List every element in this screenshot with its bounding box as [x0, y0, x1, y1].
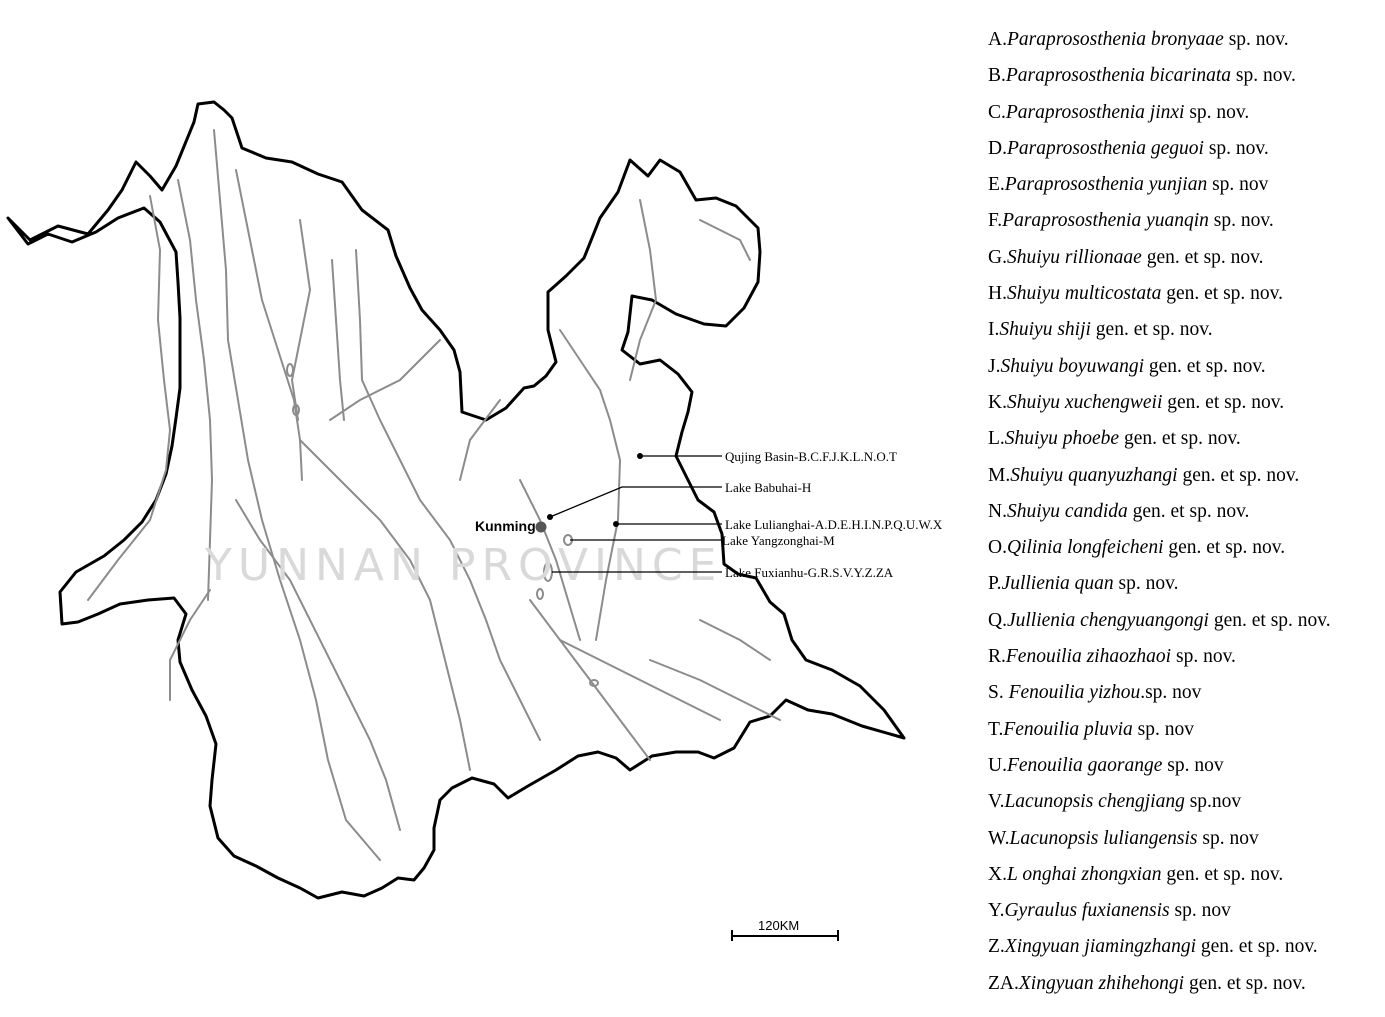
legend-species: Jullienia quan — [1001, 573, 1114, 595]
legend-species: Shuiyu xuchengweii — [1006, 391, 1163, 413]
legend-code: F. — [988, 210, 1003, 232]
legend-code: C. — [988, 101, 1006, 123]
legend-species: Paraprososthenia jinxi — [1005, 101, 1185, 123]
legend-species: Fenouilia pluvia — [1003, 718, 1133, 740]
species-legend — [988, 22, 1383, 1002]
legend-item — [988, 857, 1383, 893]
legend-code: A. — [988, 29, 1007, 50]
legend-item — [988, 421, 1383, 457]
legend-code: B. — [988, 65, 1006, 87]
kunming-label: Kunming — [475, 518, 536, 534]
legend-item — [988, 494, 1383, 530]
legend-item — [988, 639, 1383, 675]
legend-item — [988, 312, 1383, 348]
legend-species: Fenouilia zihaozhaoi — [1005, 646, 1172, 668]
legend-code: Y. — [988, 900, 1005, 922]
legend-item — [988, 712, 1383, 748]
kunming-marker — [536, 522, 547, 533]
legend-species: Xingyuan zhihehongi — [1018, 972, 1185, 994]
legend-code: O. — [988, 537, 1007, 559]
legend-code: X. — [988, 863, 1007, 885]
legend-species: Lacunopsis luliangensis — [1009, 827, 1198, 849]
legend-status: gen. et sp. nov. — [1127, 500, 1250, 522]
legend-status: sp. nov. — [1113, 573, 1179, 595]
legend-status: sp. nov — [1162, 754, 1224, 776]
site-lake-fuxianhu: Lake Fuxianhu-G.R.S.V.Y.Z.ZA — [725, 565, 894, 580]
site-lake-yangzonghai: Lake Yangzonghai-M — [722, 533, 835, 548]
legend-item — [988, 458, 1383, 494]
site-lake-babuhai: Lake Babuhai-H — [725, 480, 812, 495]
legend-status: sp. nov — [1197, 827, 1259, 849]
legend-status: gen. et sp. nov. — [1162, 391, 1285, 413]
province-label: YUNNAN PROVINCE — [205, 540, 723, 591]
legend-code: P. — [988, 573, 1002, 595]
legend-status: gen. et sp. nov. — [1161, 283, 1284, 305]
legend-item — [988, 385, 1383, 421]
legend-species: Paraprososthenia geguoi — [1006, 137, 1204, 159]
legend-code: J. — [988, 355, 1001, 377]
scale-label: 120KM — [758, 918, 800, 933]
legend-code: I. — [988, 319, 1000, 341]
legend-status: sp. nov — [1132, 718, 1194, 740]
legend-code: U. — [988, 754, 1007, 776]
legend-status: gen. et sp. nov. — [1141, 246, 1264, 268]
legend-item — [988, 566, 1383, 602]
legend-status: sp. nov — [1207, 174, 1269, 196]
legend-species: Fenouilia gaorange — [1006, 754, 1163, 776]
legend-code: D. — [988, 137, 1007, 159]
legend-species: Jullienia chengyuangongi — [1006, 609, 1209, 631]
legend-code: G. — [988, 246, 1007, 268]
legend-code: N. — [988, 500, 1007, 522]
legend-code: T. — [988, 718, 1004, 740]
legend-species: Shuiyu phoebe — [1004, 428, 1120, 450]
legend-item — [988, 22, 1383, 58]
legend-item — [988, 530, 1383, 566]
legend-species: Shuiyu multicostata — [1006, 283, 1162, 305]
legend-species: Shuiyu candida — [1006, 500, 1128, 522]
legend-species: Gyraulus fuxianensis — [1004, 900, 1170, 922]
legend-item — [988, 240, 1383, 276]
legend-status: gen. et sp. nov. — [1144, 355, 1266, 377]
legend-code: Z. — [988, 936, 1005, 958]
legend-species: Shuiyu boyuwangi — [1000, 355, 1144, 377]
legend-item — [988, 603, 1383, 639]
legend-item — [988, 893, 1383, 929]
legend-code: Q. — [988, 609, 1007, 631]
legend-item — [988, 203, 1383, 239]
legend-species: Shuiyu shiji — [999, 319, 1091, 341]
legend-status: gen. et sp. nov. — [1119, 428, 1241, 450]
legend-species: Xingyuan jiamingzhangi — [1004, 936, 1196, 958]
legend-status: sp.nov — [1184, 791, 1242, 813]
legend-species: Paraprososthenia bicarinata — [1005, 65, 1232, 87]
legend-code: R. — [988, 646, 1006, 668]
legend-item — [988, 167, 1383, 203]
legend-item — [988, 748, 1383, 784]
legend-status: sp. nov. — [1171, 646, 1236, 668]
legend-status: sp. nov. — [1223, 29, 1289, 50]
legend-status: sp. nov. — [1184, 101, 1250, 123]
legend-status: gen. et sp. nov. — [1090, 319, 1213, 341]
legend-species: Paraprososthenia bronyaae — [1006, 29, 1224, 50]
lake-lulianghai-marker — [613, 521, 619, 527]
lakes — [287, 364, 598, 686]
legend-item — [988, 929, 1383, 965]
legend-item — [988, 58, 1383, 94]
legend-code: E. — [988, 174, 1005, 196]
legend-item — [988, 675, 1383, 711]
legend-status: gen. et sp. nov. — [1184, 972, 1306, 994]
legend-status: gen. et sp. nov. — [1163, 537, 1286, 559]
lake-babuhai-marker — [547, 514, 553, 520]
legend-status: gen. et sp. nov. — [1196, 936, 1318, 958]
legend-status: .sp. nov — [1140, 682, 1202, 704]
legend-status: sp. nov. — [1231, 65, 1296, 87]
legend-status: sp. nov. — [1203, 137, 1269, 159]
legend-species: Shuiyu rillionaae — [1006, 246, 1142, 268]
legend-code: W. — [988, 827, 1010, 849]
site-lake-lulianghai: Lake Lulianghai-A.D.E.H.I.N.P.Q.U.W.X — [725, 517, 943, 532]
legend-code: K. — [988, 391, 1007, 413]
legend-code: V. — [988, 791, 1005, 813]
legend-species: Fenouilia yizhou — [1008, 682, 1141, 704]
legend-code: M. — [988, 464, 1011, 486]
legend-item — [988, 131, 1383, 167]
legend-item — [988, 349, 1383, 385]
legend-item — [988, 95, 1383, 131]
legend-species: Paraprososthenia yunjian — [1004, 174, 1208, 196]
legend-item — [988, 966, 1383, 1002]
legend-code: H. — [988, 283, 1007, 305]
legend-species: Lacunopsis chengjiang — [1004, 791, 1185, 813]
legend-code: ZA. — [988, 972, 1019, 994]
legend-status: gen. et sp. nov. — [1161, 863, 1284, 885]
legend-species: L onghai zhongxian — [1006, 863, 1162, 885]
legend-species: Shuiyu quanyuzhangi — [1010, 464, 1178, 486]
qujing-basin-marker — [637, 453, 643, 459]
legend-item — [988, 784, 1383, 820]
legend-status: sp. nov. — [1208, 210, 1274, 232]
legend-code: S. — [988, 682, 1009, 704]
legend-species: Paraprososthenia yuanqin — [1002, 210, 1209, 232]
legend-status: sp. nov — [1169, 900, 1231, 922]
legend-item — [988, 821, 1383, 857]
legend-species: Qilinia longfeicheni — [1006, 537, 1164, 559]
legend-status: gen. et sp. nov. — [1208, 609, 1331, 631]
legend-code: L. — [988, 428, 1005, 450]
site-qujing-basin: Qujing Basin-B.C.F.J.K.L.N.O.T — [725, 449, 897, 464]
legend-status: gen. et sp. nov. — [1177, 464, 1300, 486]
province-border — [8, 102, 904, 898]
legend-item — [988, 276, 1383, 312]
